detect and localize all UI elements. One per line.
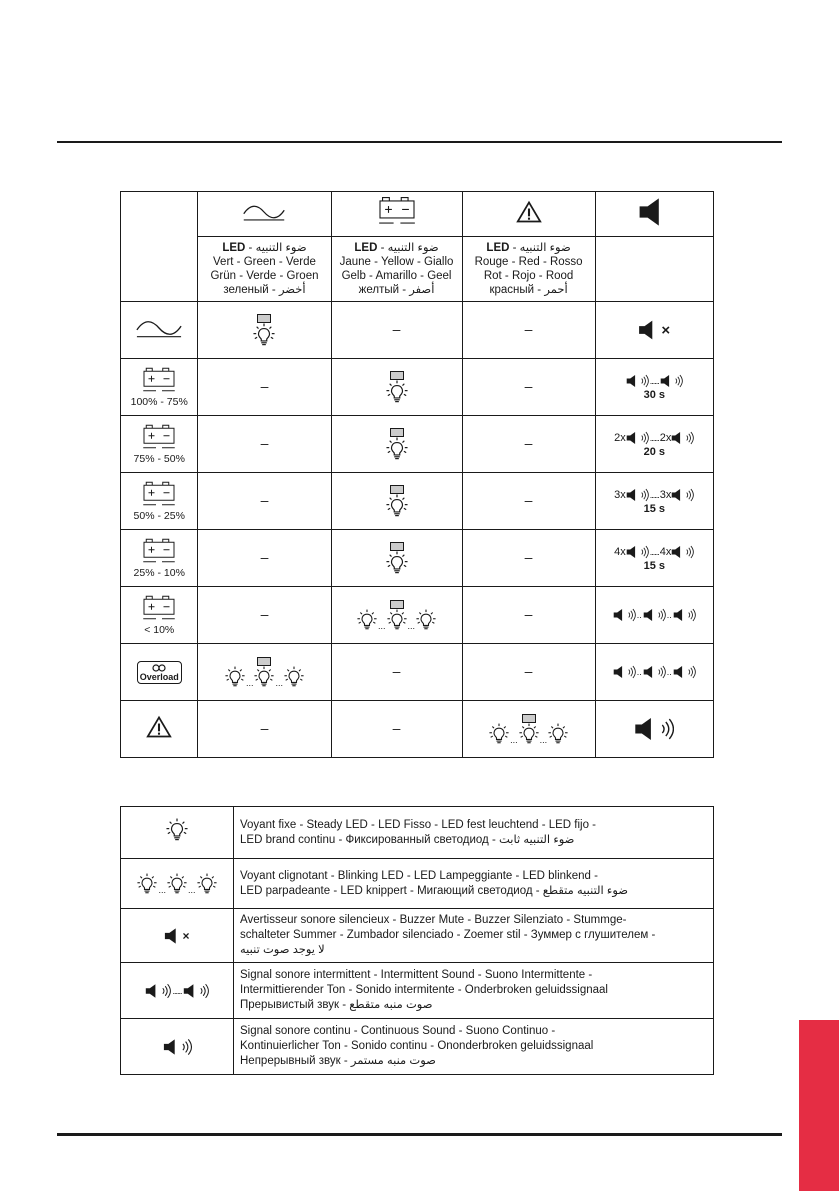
battery-icon bbox=[139, 366, 179, 396]
blinking-led-icon bbox=[225, 666, 245, 688]
legend-row-steady: Voyant fixe - Steady LED - LED Fisso - LED fest leuchtend - LED fijo - LED brand continu - Фиксированный светодиод - ضوء التنبيه ثابت bbox=[121, 807, 714, 859]
led-indicator-icon bbox=[390, 485, 404, 494]
speaker-icon bbox=[626, 431, 640, 445]
steady-led-icon bbox=[386, 551, 408, 575]
intermittent-sound-cell: ...... 30 s bbox=[595, 359, 713, 416]
warning-icon bbox=[516, 200, 542, 224]
speaker-icon bbox=[613, 665, 627, 679]
steady-led-icon bbox=[386, 437, 408, 461]
speaker-icon bbox=[163, 1038, 181, 1056]
led-indicator-icon bbox=[390, 600, 404, 609]
top-rule bbox=[57, 141, 782, 143]
table-row-100-75: 100% - 75% – – ...... 30 s bbox=[121, 359, 714, 416]
led-indicator-icon bbox=[257, 657, 271, 666]
sound-waves-icon bbox=[640, 431, 649, 445]
battery-header bbox=[331, 192, 462, 237]
continuous-sound-cell bbox=[595, 701, 713, 758]
steady-led-icon bbox=[386, 380, 408, 404]
battery-icon bbox=[377, 195, 417, 229]
blinking-led-icon bbox=[167, 873, 187, 895]
intermittent-sound-cell: 3x ...... 3x 15 s bbox=[595, 473, 713, 530]
blinking-led-icon bbox=[387, 609, 407, 631]
buzzer-header-blank bbox=[595, 237, 713, 302]
battery-icon bbox=[139, 480, 179, 510]
speaker-icon bbox=[613, 608, 627, 622]
mains-row-icon bbox=[121, 302, 198, 359]
intermittent-sound-cell: .. .. bbox=[595, 587, 713, 644]
led-indicator-icon bbox=[390, 371, 404, 380]
sound-waves-icon bbox=[657, 608, 666, 622]
sound-waves-icon bbox=[627, 665, 636, 679]
speaker-icon bbox=[660, 374, 674, 388]
legend-row-mute: × Avertisseur sonore silencieux - Buzzer Mute - Buzzer Silenziato - Stummge- schalteter Summer - Zumbador silenciado - Zoemer stil - Зуммер с глушителем - لا يوجد صوت تنبيه bbox=[121, 909, 714, 963]
intermittent-sound-cell: 4x ...... 4x 15 s bbox=[595, 530, 713, 587]
buzzer-mute-cell bbox=[595, 302, 713, 359]
sound-waves-icon bbox=[657, 665, 666, 679]
mute-x-icon: × bbox=[661, 321, 671, 339]
mains-sine-icon bbox=[242, 202, 286, 222]
buzzer-header bbox=[595, 192, 713, 237]
table-row-overload: Overload ... ... – – .. .. bbox=[121, 644, 714, 701]
sound-waves-icon bbox=[161, 983, 171, 999]
red-led-header: LED - ضوء التنبيه Rouge - Red - Rosso Rot - Rojo - Rood красный - أحمر bbox=[462, 237, 595, 302]
mains-sine-icon bbox=[135, 317, 183, 339]
battery-icon bbox=[139, 423, 179, 453]
blinking-led-group: ... ... bbox=[357, 609, 436, 631]
table-row-mains: – – × bbox=[121, 302, 714, 359]
led-status-table bbox=[120, 191, 714, 758]
blinking-led-icon bbox=[197, 873, 217, 895]
battery-icon bbox=[139, 594, 179, 624]
speaker-icon bbox=[671, 488, 685, 502]
sound-waves-icon bbox=[685, 431, 694, 445]
table-row-75-50: 75% - 50% – – 2x ...... 2x 20 s bbox=[121, 416, 714, 473]
blinking-led-group: ... ... bbox=[225, 666, 304, 688]
table-row-below-10: < 10% – ... ... – .. .. bbox=[121, 587, 714, 644]
speaker-icon bbox=[145, 983, 161, 999]
intermittent-sound-cell: 2x ...... 2x 20 s bbox=[595, 416, 713, 473]
intermittent-sound-cell: .. .. bbox=[595, 644, 713, 701]
led-indicator-icon bbox=[390, 428, 404, 437]
legend-row-continuous: Signal sonore continu - Continuous Sound - Suono Continuo - Kontinuierlicher Ton - Sonido continu - Ononderbroken geluidssignaal Непрерывный звук - صوت منبه مستمر bbox=[121, 1019, 714, 1075]
steady-led-icon bbox=[386, 494, 408, 518]
mute-x-icon: × bbox=[182, 928, 190, 943]
table-row-25-10: 25% - 10% – – 4x ...... 4x 15 s bbox=[121, 530, 714, 587]
plug-icon bbox=[152, 663, 166, 673]
sound-waves-icon bbox=[640, 374, 649, 388]
speaker-icon bbox=[638, 196, 670, 228]
sound-waves-icon bbox=[685, 488, 694, 502]
speaker-icon bbox=[626, 374, 640, 388]
blinking-led-icon bbox=[548, 723, 568, 745]
speaker-icon bbox=[671, 545, 685, 559]
sound-waves-icon bbox=[181, 1038, 192, 1056]
table-row-fault: – – ... ... bbox=[121, 701, 714, 758]
speaker-icon bbox=[671, 431, 685, 445]
sound-waves-icon bbox=[627, 608, 636, 622]
speaker-icon bbox=[643, 608, 657, 622]
sound-waves-icon bbox=[674, 374, 683, 388]
sound-waves-icon bbox=[660, 717, 674, 741]
speaker-icon bbox=[626, 545, 640, 559]
speaker-icon bbox=[673, 608, 687, 622]
fault-header bbox=[462, 192, 595, 237]
speaker-icon bbox=[673, 665, 687, 679]
blinking-led-icon bbox=[519, 723, 539, 745]
blinking-led-icon bbox=[284, 666, 304, 688]
blinking-led-icon bbox=[357, 609, 377, 631]
overload-icon: Overload bbox=[137, 661, 182, 684]
yellow-led-header: LED - ضوء التنبيه Jaune - Yellow - Giallo Gelb - Amarillo - Geel желтый - أصفر bbox=[331, 237, 462, 302]
led-indicator-icon bbox=[257, 314, 271, 323]
speaker-icon bbox=[634, 716, 660, 742]
sound-waves-icon bbox=[687, 665, 696, 679]
legend-row-blinking: ... ... Voyant clignotant - Blinking LED - LED Lampeggiante - LED blinkend - LED parpadeante - LED knippert - Мигающий светодиод - ضوء التنبيه متقطع bbox=[121, 859, 714, 909]
sound-waves-icon bbox=[685, 545, 694, 559]
sound-waves-icon bbox=[199, 983, 209, 999]
speaker-icon bbox=[643, 665, 657, 679]
blinking-led-group: ... ... bbox=[489, 723, 568, 745]
table-row-50-25: 50% - 25% – – 3x ...... 3x 15 s bbox=[121, 473, 714, 530]
led-indicator-icon bbox=[522, 714, 536, 723]
blinking-led-icon bbox=[137, 873, 157, 895]
blinking-led-icon bbox=[416, 609, 436, 631]
led-indicator-icon bbox=[390, 542, 404, 551]
red-page-tab bbox=[799, 1020, 839, 1191]
mains-header bbox=[198, 192, 331, 237]
sound-waves-icon bbox=[687, 608, 696, 622]
battery-icon bbox=[139, 537, 179, 567]
steady-led-icon bbox=[166, 818, 188, 842]
warning-icon bbox=[146, 715, 172, 739]
steady-led-icon bbox=[253, 323, 275, 347]
green-led-header: LED - ضوء التنبيه Vert - Green - Verde Grün - Verde - Groen зеленый - أخضر bbox=[198, 237, 331, 302]
corner-cell bbox=[121, 192, 198, 302]
speaker-icon bbox=[164, 927, 182, 945]
legend-table bbox=[120, 806, 714, 1075]
blinking-led-icon bbox=[489, 723, 509, 745]
speaker-icon bbox=[626, 488, 640, 502]
speaker-icon bbox=[638, 319, 660, 341]
sound-waves-icon bbox=[640, 488, 649, 502]
legend-row-intermittent: ...... Signal sonore intermittent - Intermittent Sound - Suono Intermittente - Intermittierender Ton - Sonido intermitente - Onderbroken geluidssignaal Прерывистый звук - صوت منبه متقطع bbox=[121, 963, 714, 1019]
blinking-led-icon bbox=[254, 666, 274, 688]
speaker-icon bbox=[183, 983, 199, 999]
bottom-rule bbox=[57, 1133, 782, 1136]
sound-waves-icon bbox=[640, 545, 649, 559]
